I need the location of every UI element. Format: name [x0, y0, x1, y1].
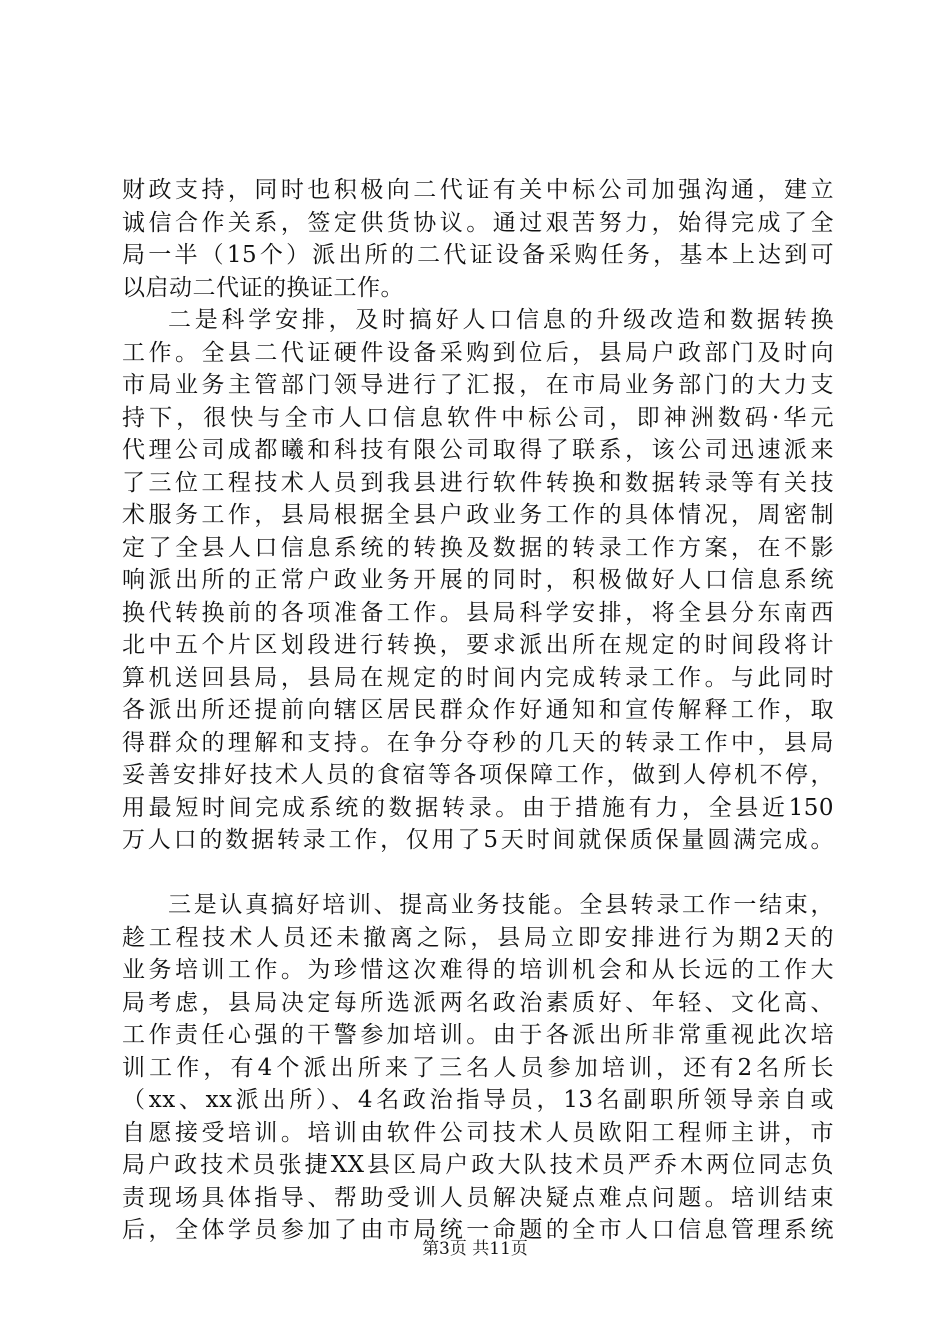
text-line: 妥善安排好技术人员的食宿等各项保障工作，做到人停机不停，: [122, 762, 834, 788]
text-line: 诚信合作关系，签定供货协议。通过艰苦努力，始得完成了全: [122, 209, 834, 236]
text-line: 财政支持，同时也积极向二代证有关中标公司加强沟通，建立: [122, 177, 834, 203]
text-line: 市局业务主管部门领导进行了汇报，在市局业务部门的大力支: [122, 372, 834, 398]
text-line: 三是认真搞好培训、提高业务技能。全县转录工作一结束，: [168, 892, 834, 918]
paragraph-2: [122, 304, 834, 857]
page-number: 第3页 共11页: [422, 1239, 528, 1259]
text-line: 责现场具体指导、帮助受训人员解决疑点难点问题。培训结束: [122, 1184, 834, 1211]
text-line: 定了全县人口信息系统的转换及数据的转录工作方案，在不影: [122, 534, 834, 561]
text-line: 以启动二代证的换证工作。: [122, 274, 404, 301]
text-line: 得群众的理解和支持。在争分夺秒的几天的转录工作中，县局: [122, 729, 834, 756]
text-line: 算机送回县局，县局在规定的时间内完成转录工作。与此同时: [122, 664, 834, 691]
text-line: 后，全体学员参加了由市局统一命题的全市人口信息管理系统: [122, 1217, 834, 1243]
text-line: 训工作，有4个派出所来了三名人员参加培训，还有2名所长: [122, 1054, 834, 1081]
text-line: 代理公司成都曦和科技有限公司取得了联系，该公司迅速派来: [122, 437, 834, 463]
text-line: 换代转换前的各项准备工作。县局科学安排，将全县分东南西: [122, 599, 834, 626]
text-line: 各派出所还提前向辖区居民群众作好通知和宣传解释工作，取: [122, 697, 834, 723]
text-line: 北中五个片区划段进行转换，要求派出所在规定的时间段将计: [122, 632, 834, 658]
text-line: 响派出所的正常户政业务开展的同时，积极做好人口信息系统: [122, 567, 834, 593]
page-footer: [0, 1238, 950, 1260]
text-line: 工作。全县二代证硬件设备采购到位后，县局户政部门及时向: [122, 339, 834, 366]
text-line: 了三位工程技术人员到我县进行软件转换和数据转录等有关技: [122, 469, 834, 496]
text-line: 自愿接受培训。培训由软件公司技术人员欧阳工程师主讲，市: [122, 1119, 834, 1146]
text-line: 用最短时间完成系统的数据转录。由于措施有力，全县近150: [122, 794, 834, 821]
text-line: 局户政技术员张捷XX县区局户政大队技术员严乔木两位同志负: [122, 1152, 834, 1178]
paragraph-gap: [122, 857, 834, 890]
paragraph-3: [122, 889, 834, 1247]
text-line: 工作责任心强的干警参加培训。由于各派出所非常重视此次培: [122, 1022, 834, 1048]
document-body: [122, 174, 834, 1247]
text-line: 二是科学安排，及时搞好人口信息的升级改造和数据转换: [168, 307, 834, 333]
paragraph-1: [122, 174, 834, 304]
text-line: 局一半（15个）派出所的二代证设备采购任务，基本上达到可: [122, 242, 834, 268]
text-line: （xx、xx派出所）、4名政治指导员，13名副职所领导亲自或: [122, 1087, 834, 1113]
text-line: 术服务工作，县局根据全县户政业务工作的具体情况，周密制: [122, 502, 834, 528]
text-line: 局考虑，县局决定每所选派两名政治素质好、年轻、文化高、: [122, 989, 834, 1016]
text-line: 万人口的数据转录工作，仅用了5天时间就保质保量圆满完成。: [122, 827, 834, 853]
text-line: 持下，很快与全市人口信息软件中标公司，即神洲数码·华元: [122, 404, 834, 431]
text-line: 业务培训工作。为珍惜这次难得的培训机会和从长远的工作大: [122, 957, 834, 983]
text-line: 趁工程技术人员还未撤离之际，县局立即安排进行为期2天的: [122, 924, 834, 951]
